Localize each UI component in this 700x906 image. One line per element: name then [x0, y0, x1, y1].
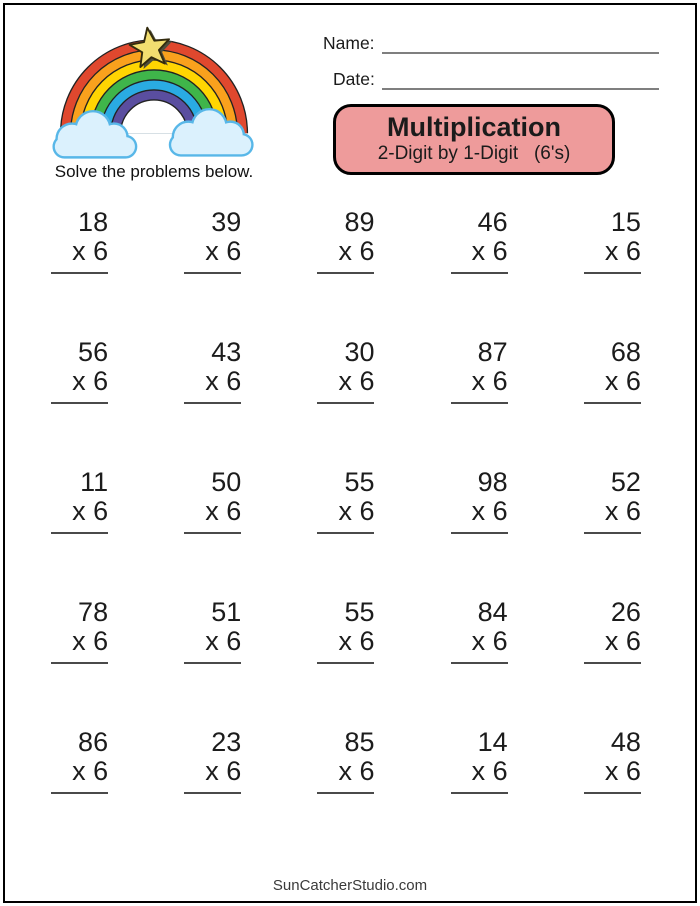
problem-stack [451, 728, 508, 794]
operand-top: 68 [610, 337, 641, 367]
operand-top: 11 [80, 467, 109, 497]
multiplication-problem [146, 338, 279, 468]
problem-stack [451, 598, 508, 664]
multiplication-problem [13, 338, 146, 468]
rainbow-icon [47, 17, 261, 160]
worksheet-title: Multiplication [387, 111, 561, 142]
operand-top: 85 [344, 727, 375, 757]
footer-credit: SunCatcherStudio.com [272, 877, 428, 894]
answer-line [584, 532, 641, 534]
multiplication-problem [546, 208, 679, 338]
operand-top: 18 [78, 207, 109, 237]
answer-line [51, 792, 108, 794]
multiplication-problem [279, 598, 412, 728]
problem-stack [51, 598, 108, 664]
problem-stack [317, 598, 374, 664]
operand-top: 43 [211, 337, 242, 367]
multiplication-problem [546, 598, 679, 728]
problem-stack [584, 598, 641, 664]
multiplication-problem [146, 598, 279, 728]
problem-stack [584, 728, 641, 794]
operand-top: 51 [211, 597, 242, 627]
answer-line [317, 792, 374, 794]
problem-stack [51, 338, 108, 404]
multiplier-row: x 6 [471, 756, 508, 787]
multiplier-row: x 6 [72, 756, 109, 787]
problem-stack [317, 728, 374, 794]
operand-top: 39 [211, 207, 242, 237]
worksheet-page [3, 3, 697, 903]
operand-top: 87 [477, 337, 508, 367]
answer-line [451, 272, 508, 274]
header-art [47, 17, 277, 182]
problem-stack [584, 338, 641, 404]
multiplication-problem [546, 338, 679, 468]
operand-top: 14 [477, 727, 508, 757]
problem-stack [184, 598, 241, 664]
answer-line [584, 402, 641, 404]
answer-line [317, 662, 374, 664]
multiplication-problem [13, 728, 146, 858]
multiplication-problem [546, 468, 679, 598]
multiplication-problem [413, 208, 546, 338]
answer-line [451, 662, 508, 664]
multiplication-problem [279, 338, 412, 468]
operand-top: 48 [610, 727, 641, 757]
multiplication-problem [413, 338, 546, 468]
answer-line [317, 532, 374, 534]
worksheet-subtitle: 2-Digit by 1-Digit (6's) [377, 142, 571, 164]
answer-line [584, 792, 641, 794]
multiplier-row: x 6 [338, 626, 375, 657]
multiplier-row: x 6 [604, 626, 641, 657]
multiplier-row: x 6 [471, 626, 508, 657]
multiplication-problem [413, 468, 546, 598]
problem-stack [317, 468, 374, 534]
problem-stack [451, 338, 508, 404]
multiplier-row: x 6 [604, 756, 641, 787]
name-write-line [382, 33, 659, 54]
answer-line [317, 402, 374, 404]
operand-top: 26 [610, 597, 641, 627]
multiplier-row: x 6 [72, 366, 109, 397]
multiplication-problem [279, 468, 412, 598]
date-label: Date: [333, 68, 375, 89]
multiplication-problem [146, 728, 279, 858]
answer-line [51, 662, 108, 664]
date-write-line [382, 68, 659, 89]
answer-line [451, 532, 508, 534]
multiplier-row: x 6 [205, 756, 242, 787]
problem-stack [584, 208, 641, 274]
answer-line [184, 402, 241, 404]
operand-top: 50 [211, 467, 242, 497]
problem-stack [184, 728, 241, 794]
problem-stack [317, 208, 374, 274]
problem-stack [184, 468, 241, 534]
operand-top: 98 [477, 467, 508, 497]
answer-line [451, 402, 508, 404]
multiplier-row: x 6 [338, 496, 375, 527]
operand-top: 55 [344, 597, 375, 627]
problem-stack [584, 468, 641, 534]
multiplier-row: x 6 [205, 626, 242, 657]
answer-line [584, 662, 641, 664]
multiplier-row: x 6 [471, 366, 508, 397]
problem-stack [51, 728, 108, 794]
operand-top: 46 [477, 207, 508, 237]
multiplier-row: x 6 [205, 366, 242, 397]
answer-line [184, 792, 241, 794]
multiplier-row: x 6 [604, 496, 641, 527]
problem-stack [317, 338, 374, 404]
multiplication-problem [146, 208, 279, 338]
problem-stack [451, 208, 508, 274]
multiplier-row: x 6 [338, 236, 375, 267]
operand-top: 86 [78, 727, 109, 757]
operand-top: 23 [211, 727, 242, 757]
answer-line [184, 662, 241, 664]
operand-top: 56 [78, 337, 109, 367]
multiplier-row: x 6 [72, 496, 109, 527]
multiplier-row: x 6 [72, 626, 109, 657]
problem-stack [51, 208, 108, 274]
multiplication-problem [546, 728, 679, 858]
instruction-text: Solve the problems below. [54, 162, 254, 181]
answer-line [184, 272, 241, 274]
multiplier-row: x 6 [205, 236, 242, 267]
answer-line [317, 272, 374, 274]
date-field-row [323, 68, 659, 89]
name-field-row [323, 33, 659, 54]
multiplication-problem [279, 728, 412, 858]
operand-top: 30 [344, 337, 375, 367]
header [5, 5, 695, 182]
multiplier-row: x 6 [471, 496, 508, 527]
operand-top: 89 [344, 207, 375, 237]
answer-line [184, 532, 241, 534]
multiplier-row: x 6 [338, 366, 375, 397]
problem-stack [184, 208, 241, 274]
multiplier-row: x 6 [471, 236, 508, 267]
multiplier-row: x 6 [72, 236, 109, 267]
answer-line [51, 532, 108, 534]
answer-line [584, 272, 641, 274]
problem-stack [51, 468, 108, 534]
problems-grid [13, 208, 679, 858]
answer-line [51, 272, 108, 274]
multiplier-row: x 6 [205, 496, 242, 527]
operand-top: 55 [344, 467, 375, 497]
operand-top: 15 [610, 207, 641, 237]
multiplier-row: x 6 [604, 366, 641, 397]
multiplication-problem [13, 468, 146, 598]
multiplication-problem [13, 208, 146, 338]
multiplication-problem [279, 208, 412, 338]
operand-top: 78 [78, 597, 109, 627]
multiplier-row: x 6 [338, 756, 375, 787]
name-label: Name: [323, 33, 375, 54]
title-box [333, 104, 615, 176]
multiplication-problem [413, 598, 546, 728]
operand-top: 52 [610, 467, 641, 497]
multiplier-row: x 6 [604, 236, 641, 267]
header-fields [277, 17, 659, 182]
multiplication-problem [13, 598, 146, 728]
multiplication-problem [413, 728, 546, 858]
answer-line [51, 402, 108, 404]
answer-line [451, 792, 508, 794]
operand-top: 84 [477, 597, 508, 627]
multiplication-problem [146, 468, 279, 598]
problem-stack [184, 338, 241, 404]
problem-stack [451, 468, 508, 534]
